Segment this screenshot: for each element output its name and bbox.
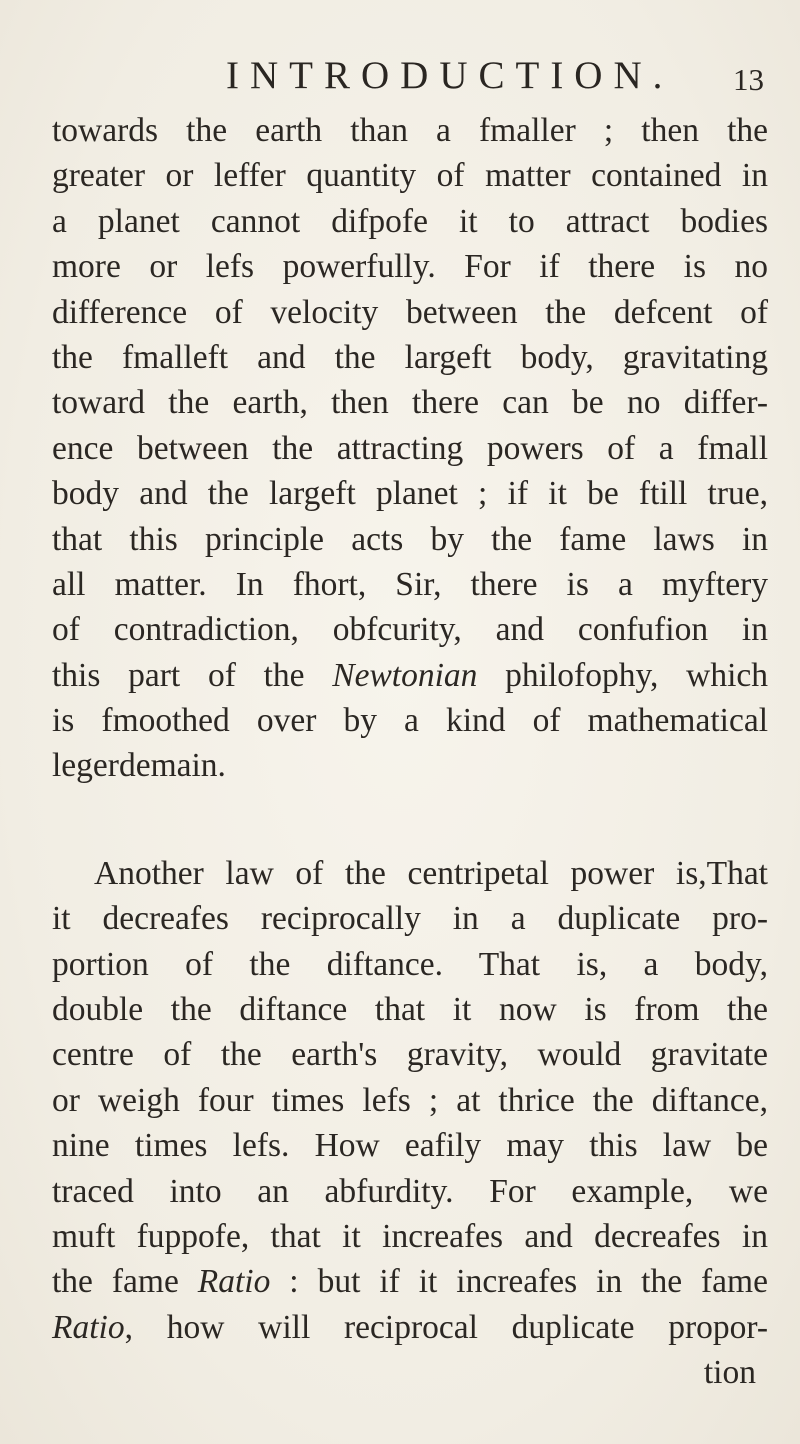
text-line-with-italic: Ratio, how will reciprocal duplicate propor- — [52, 1308, 768, 1346]
text-line: towards the earth than a fmaller ; then the — [52, 112, 768, 149]
paragraph-2 — [52, 851, 768, 1396]
text-line-with-italic: this part of the Newtonian philofophy, which — [52, 656, 768, 694]
text-line: that this principle acts by the fame laws in — [52, 520, 768, 558]
text-line: nine times lefs. How eafily may this law be — [52, 1127, 768, 1165]
text-line-with-italic: the fame Ratio : but if it increafes in the fame — [52, 1263, 768, 1301]
italic-newtonian: Newtonian — [332, 656, 478, 694]
text-line: legerdemain. — [52, 747, 226, 785]
text-line: body and the largeft planet ; if it be ftill true, — [52, 475, 768, 513]
italic-ratio: Ratio — [197, 1263, 271, 1301]
text-line: more or lefs powerfully. For if there is no — [52, 248, 768, 286]
text-line: portion of the diftance. That is, a body, — [52, 945, 768, 983]
text-line: or weigh four times lefs ; at thrice the diftance, — [52, 1081, 768, 1119]
text-line: is fmoothed over by a kind of mathematical — [52, 702, 768, 740]
catchword: tion — [703, 1354, 756, 1392]
text-line: of contradiction, obfcurity, and confufion in — [52, 611, 768, 649]
text-line: all matter. In fhort, Sir, there is a myftery — [52, 565, 768, 603]
text-line: centre of the earth's gravity, would gravitate — [52, 1036, 768, 1074]
text-line: a planet cannot difpofe it to attract bodies — [52, 202, 768, 240]
text-line: traced into an abfurdity. For example, we — [52, 1172, 768, 1210]
running-title: INTRODUCTION. — [226, 54, 674, 97]
text-line: Another law of the centripetal power is,That — [94, 854, 768, 892]
italic-ratio: Ratio — [52, 1308, 125, 1346]
text-line: the fmalleft and the largeft body, gravitating — [52, 338, 768, 376]
text-line: toward the earth, then there can be no differ- — [52, 384, 768, 422]
text-line: ence between the attracting powers of a fmall — [52, 429, 768, 467]
text-line: difference of velocity between the defcent of — [52, 293, 768, 331]
paragraph-1 — [52, 108, 768, 789]
text-line: it decreafes reciprocally in a duplicate pro- — [52, 900, 768, 938]
body-text — [52, 108, 768, 1396]
text-line: greater or leffer quantity of matter contained in — [52, 157, 768, 195]
text-line: muft fuppofe, that it increafes and decreafes in — [52, 1217, 768, 1255]
running-head — [0, 50, 800, 102]
paragraph-gap — [52, 789, 768, 851]
page-number: 13 — [733, 62, 764, 97]
text-line: double the diftance that it now is from the — [52, 991, 768, 1029]
